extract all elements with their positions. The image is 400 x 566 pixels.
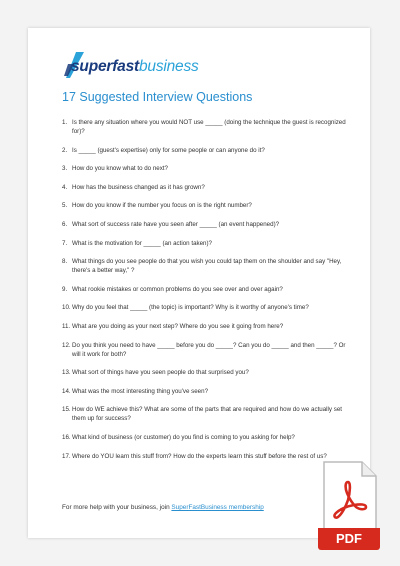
- question-text: What was the most interesting thing you've seen?: [72, 387, 209, 395]
- question-number: 5.: [62, 202, 68, 210]
- acrobat-icon: [318, 460, 380, 530]
- logo-wordmark: [71, 58, 199, 76]
- question-item: [62, 118, 354, 136]
- question-number: 8.: [62, 258, 68, 266]
- question-item: [62, 183, 354, 192]
- question-item: [62, 285, 354, 294]
- question-text: Is _____ (guest's expertise) only for some people or can anyone do it?: [72, 146, 265, 154]
- question-number: 6.: [62, 220, 68, 228]
- question-number: 17.: [62, 452, 71, 460]
- question-text: What sort of success rate have you seen after _____ (an event happened)?: [72, 220, 280, 228]
- question-text: How do you know what to do next?: [72, 165, 168, 173]
- superfastbusiness-logo: [62, 50, 212, 84]
- question-text: How do WE achieve this? What are some of the parts that are required and how do we actually set them up for success?: [72, 406, 342, 423]
- question-text: Is there any situation where you would NOT use _____ (doing the technique the guest is recognized for)?: [72, 119, 346, 135]
- page-title: 17 Suggested Interview Questions: [62, 90, 253, 104]
- question-item: [62, 164, 354, 173]
- footer-text: For more help with your business, join: [62, 504, 172, 511]
- question-number: 15.: [62, 406, 71, 414]
- question-number: 2.: [62, 146, 68, 154]
- question-list: [62, 118, 354, 470]
- question-item: [62, 405, 354, 423]
- question-text: What rookie mistakes or common problems do you see over and over again?: [72, 285, 283, 293]
- question-item: [62, 452, 354, 461]
- question-item: [62, 341, 354, 359]
- question-text: Where do YOU learn this stuff from? How do the experts learn this stuff before the rest of us?: [72, 452, 327, 460]
- question-item: [62, 220, 354, 229]
- logo-wordmark-bold: superfast: [71, 58, 139, 75]
- question-text: Why do you feel that _____ (the topic) is important? Why is it worthy of anyone's time?: [72, 304, 309, 312]
- question-number: 12.: [62, 341, 71, 349]
- question-text: What sort of things have you seen people do that surprised you?: [72, 369, 249, 377]
- question-item: [62, 368, 354, 377]
- question-number: 1.: [62, 119, 68, 126]
- question-item: [62, 257, 354, 275]
- logo-wordmark-light: business: [138, 58, 199, 75]
- question-text: What things do you see people do that you wish you could tap them on the shoulder and say "Hey, there's a better way," ?: [72, 258, 342, 275]
- footer: [62, 504, 264, 511]
- pdf-download-badge[interactable]: [318, 460, 380, 550]
- question-number: 3.: [62, 165, 68, 173]
- question-number: 7.: [62, 239, 68, 247]
- question-text: Do you think you need to have _____ before you do _____? Can you do _____ and then _____? Or will it work for both?: [72, 341, 346, 358]
- question-text: How do you know if the number you focus on is the right number?: [72, 202, 252, 210]
- question-item: [62, 387, 354, 396]
- question-item: [62, 146, 354, 155]
- question-text: What is the motivation for _____ (an action taken)?: [72, 239, 212, 247]
- question-text: How has the business changed as it has grown?: [72, 183, 205, 191]
- question-number: 4.: [62, 183, 68, 191]
- question-number: 16.: [62, 433, 71, 441]
- question-item: [62, 322, 354, 331]
- question-item: [62, 239, 354, 248]
- question-number: 11.: [62, 322, 71, 330]
- question-number: 9.: [62, 285, 68, 293]
- pdf-label: PDF: [318, 528, 380, 550]
- membership-link[interactable]: SuperFastBusiness membership: [171, 504, 264, 511]
- question-item: [62, 201, 354, 210]
- question-item: [62, 433, 354, 442]
- question-number: 14.: [62, 387, 71, 395]
- question-text: What are you doing as your next step? Where do you see it going from here?: [72, 322, 284, 330]
- question-item: [62, 303, 354, 312]
- question-number: 13.: [62, 369, 71, 377]
- question-number: 10.: [62, 304, 71, 312]
- question-text: What kind of business (or customer) do you find is coming to you asking for help?: [72, 433, 295, 441]
